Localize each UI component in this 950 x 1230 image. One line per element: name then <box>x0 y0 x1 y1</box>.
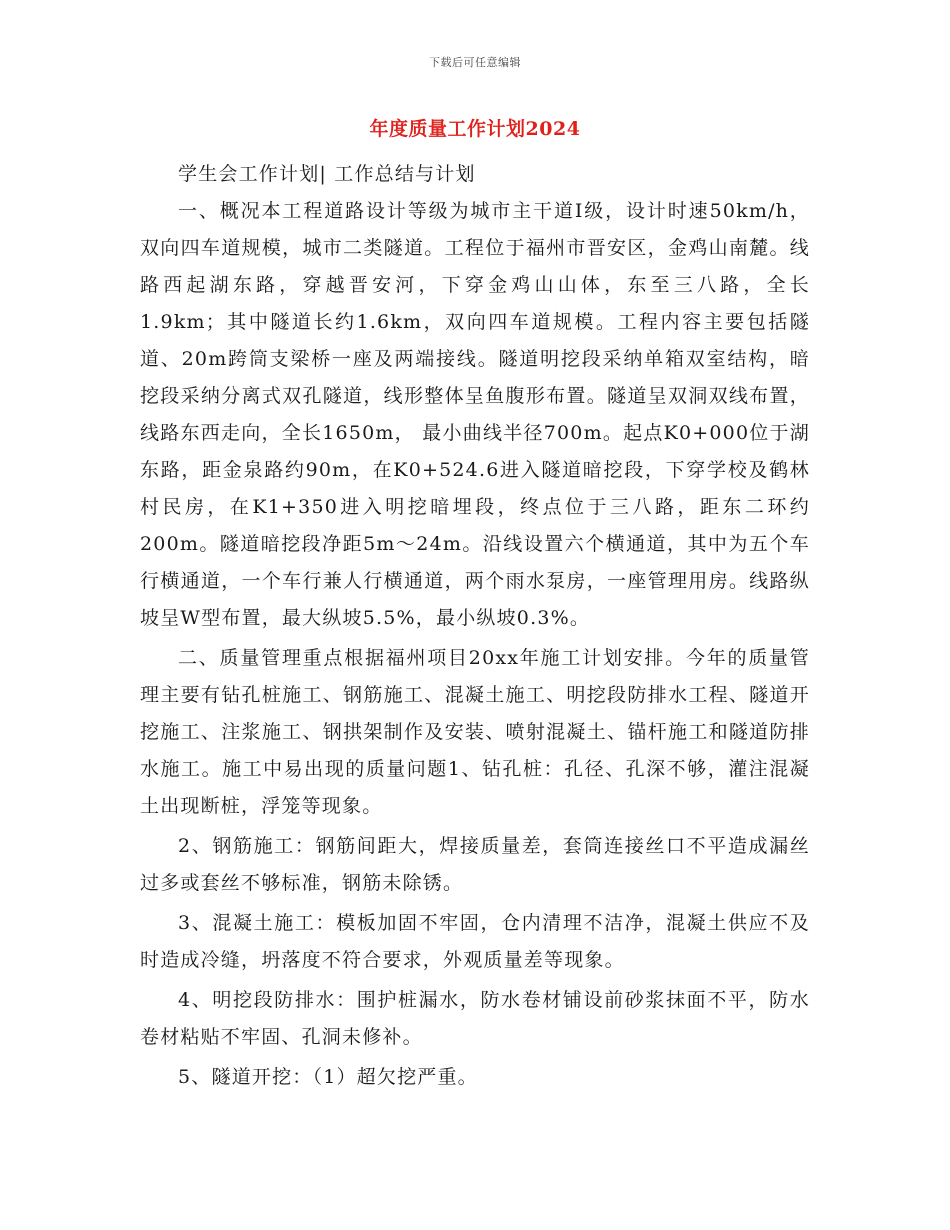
paragraph-overview: 一、概况本工程道路设计等级为城市主干道Ⅰ级，设计时速50km/h，双向四车道规模，城市二类隧道。工程位于福州市晋安区，金鸡山南麓。线路西起湖东路，穿越晋安河，下穿金鸡山山体，东至三八路，全长1.9km；其中隧道长约1.6km，双向四车道规模。工程内容主要包括隧道、20m跨筒支梁桥一座及两端接线。隧道明挖段采纳单箱双室结构，暗挖段采纳分离式双孔隧道，线形整体呈鱼腹形布置。隧道呈双洞双线布置，线路东西走向，全长1650m， 最小曲线半径700m。起点K0+000位于湖东路，距金泉路约90m，在K0+524.6进入隧道暗挖段，下穿学校及鹤林村民房，在K1+350进入明挖暗埋段，终点位于三八路，距东二环约200m。隧道暗挖段净距5m～24m。沿线设置六个横通道，其中为五个车行横通道，一个车行兼人行横通道，两个雨水泵房，一座管理用房。线路纵坡呈W型布置，最大纵坡5.5%，最小纵坡0.3%。 <box>140 200 810 629</box>
paragraph-concrete: 3、混凝土施工：模板加固不牢固，仓内清理不洁净，混凝土供应不及时造成冷缝，坍落度不符合要求，外观质量差等现象。 <box>140 912 810 971</box>
header-note: 下载后可任意编辑 <box>429 56 521 69</box>
paragraph-rebar: 2、钢筋施工：钢筋间距大，焊接质量差，套筒连接丝口不平造成漏丝过多或套丝不够标准，钢筋未除锈。 <box>140 835 810 894</box>
document-subtitle: 学生会工作计划| 工作总结与计划 <box>178 163 476 185</box>
document-body <box>140 156 810 1099</box>
document-title: 年度质量工作计划2024 <box>369 118 581 140</box>
paragraph-waterproofing: 4、明挖段防排水：围护桩漏水，防水卷材铺设前砂浆抹面不平，防水卷材粘贴不牢固、孔洞未修补。 <box>140 989 810 1048</box>
paragraph-quality-focus: 二、质量管理重点根据福州项目20xx年施工计划安排。今年的质量管理主要有钻孔桩施工、钢筋施工、混凝土施工、明挖段防排水工程、隧道开挖施工、注浆施工、钢拱架制作及安装、喷射混凝土、锚杆施工和隧道防排水施工。施工中易出现的质量问题1、钻孔桩：孔径、孔深不够，灌注混凝土出现断桩，浮笼等现象。 <box>140 647 810 817</box>
paragraph-excavation: 5、隧道开挖：（1）超欠挖严重。 <box>178 1066 478 1088</box>
